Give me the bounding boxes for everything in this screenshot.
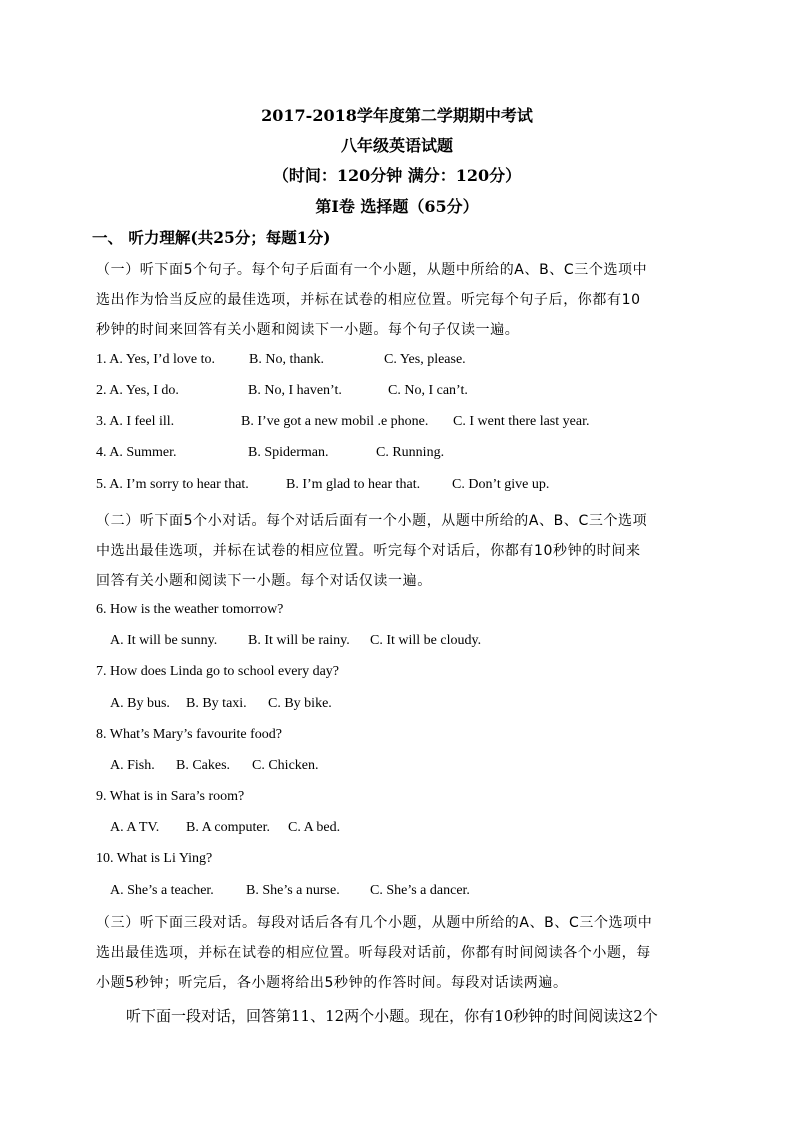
option-b: B. She’s a nurse. (246, 883, 340, 898)
option-c: C. No, I can’t. (388, 383, 468, 398)
part3-instruction-line: （三）听下面三段对话。每段对话后各有几个小题，从题中所给的A、B、C三个选项中 (96, 915, 653, 931)
option-a: 3. A. I feel ill. (96, 414, 175, 429)
option-c: C. Running. (376, 445, 445, 460)
question-stem: 10. What is Li Ying? (96, 851, 213, 866)
option-b: B. By taxi. (186, 696, 247, 711)
question-stem: 6. How is the weather tomorrow? (96, 602, 284, 617)
option-b: B. I’m glad to hear that. (286, 477, 421, 492)
section-heading: 一、 听力理解(共25分；每题1分) (92, 228, 331, 247)
exam-subtitle: 八年级英语试题 (340, 136, 453, 155)
part2-instruction-line: 回答有关小题和阅读下一小题。每个对话仅读一遍。 (96, 573, 432, 589)
option-a: 5. A. I’m sorry to hear that. (96, 477, 249, 492)
part2-instruction-line: 中选出最佳选项，并标在试卷的相应位置。听完每个对话后，你都有10秒钟的时间来 (96, 543, 641, 559)
option-a: A. By bus. (110, 696, 170, 711)
part3-lead-text: 听下面一段对话，回答第11、12两个小题。现在，你有10秒钟的时间阅读这2个 (126, 1007, 658, 1025)
option-a: 4. A. Summer. (96, 445, 177, 460)
option-c: C. She’s a dancer. (370, 883, 470, 898)
option-b: B. It will be rainy. (248, 633, 350, 648)
option-b: B. Cakes. (176, 758, 231, 773)
option-c: C. Don’t give up. (452, 477, 550, 492)
option-c: C. It will be cloudy. (370, 633, 482, 648)
option-a: 2. A. Yes, I do. (96, 383, 179, 398)
option-a: A. A TV. (110, 820, 160, 835)
option-c: C. Yes, please. (384, 352, 466, 367)
exam-time-info: （时间：120分钟 满分：120分） (272, 166, 522, 185)
option-b: B. No, thank. (249, 352, 325, 367)
exam-title: 2017-2018学年度第二学期期中考试 (261, 106, 533, 125)
option-a: A. She’s a teacher. (110, 883, 214, 898)
option-b: B. No, I haven’t. (248, 383, 342, 398)
option-a: A. It will be sunny. (110, 633, 218, 648)
question-stem: 9. What is in Sara’s room? (96, 789, 245, 804)
question-stem: 8. What’s Mary’s favourite food? (96, 727, 282, 742)
part1-instruction-line: 秒钟的时间来回答有关小题和阅读下一小题。每个句子仅读一遍。 (96, 322, 520, 338)
part1-instruction-line: 选出作为恰当反应的最佳选项，并标在试卷的相应位置。听完每个句子后，你都有10 (96, 292, 641, 308)
question-stem: 7. How does Linda go to school every day? (96, 664, 339, 679)
option-b: B. I’ve got a new mobil .e phone. (241, 414, 429, 429)
part3-instruction-line: 选出最佳选项，并标在试卷的相应位置。听每段对话前，你都有时间阅读各个小题，每 (96, 945, 651, 961)
exam-part-title: 第Ⅰ卷 选择题（65分） (315, 197, 479, 216)
option-c: C. I went there last year. (453, 414, 590, 429)
option-a: 1. A. Yes, I’d love to. (96, 352, 216, 367)
option-c: C. Chicken. (252, 758, 319, 773)
part1-instruction-line: （一）听下面5个句子。每个句子后面有一个小题，从题中所给的A、B、C三个选项中 (96, 262, 648, 278)
option-c: C. A bed. (288, 820, 341, 835)
option-b: B. Spiderman. (248, 445, 329, 460)
option-c: C. By bike. (268, 696, 332, 711)
part3-instruction-line: 小题5秒钟；听完后，各小题将给出5秒钟的作答时间。每段对话读两遍。 (96, 975, 568, 991)
option-a: A. Fish. (110, 758, 155, 773)
option-b: B. A computer. (186, 820, 270, 835)
part2-instruction-line: （二）听下面5个小对话。每个对话后面有一个小题，从题中所给的A、B、C三个选项 (96, 513, 648, 529)
